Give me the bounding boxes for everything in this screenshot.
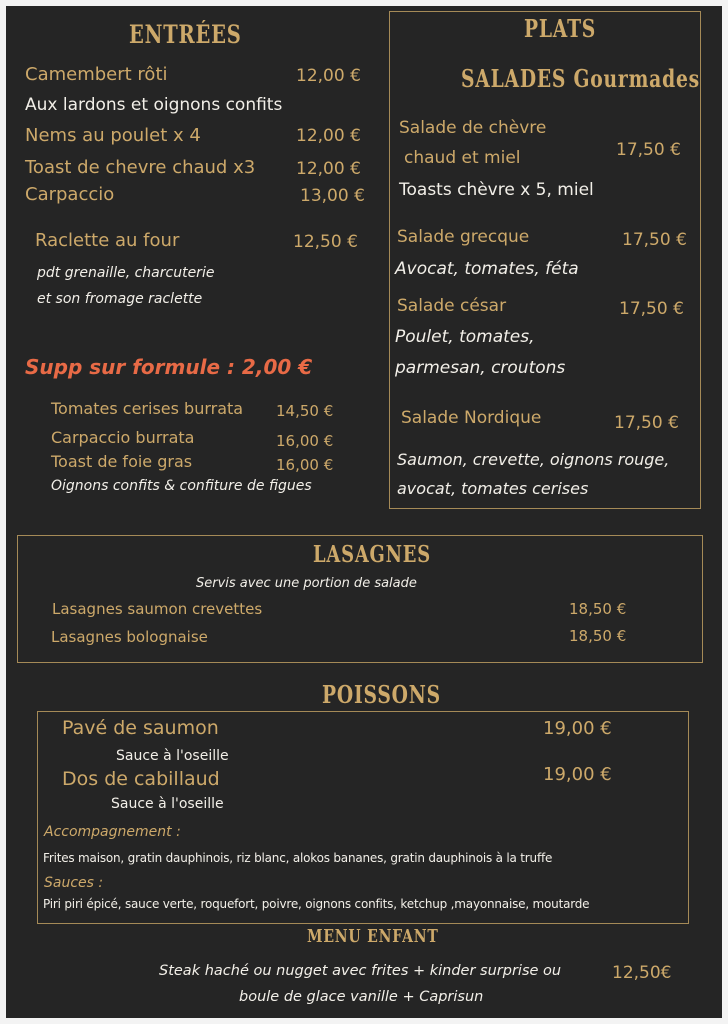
raclette-price: 12,50 € [293,232,358,252]
saumon-sauce: Sauce à l'oseille [116,748,229,764]
foie-gras-desc: Oignons confits & confiture de figues [51,478,312,494]
chevre-price: 17,50 € [616,140,681,160]
saumon-name: Pavé de saumon [62,717,219,739]
menu-enfant-title: MENU ENFANT [307,926,439,947]
nordique-desc-2: avocat, tomates cerises [397,479,589,498]
raclette-desc-2: et son fromage raclette [37,291,203,307]
lasagnes-saumon-price: 18,50 € [569,600,627,618]
foie-gras-price: 16,00 € [276,456,334,474]
nordique-price: 17,50 € [614,413,679,433]
sauces-list: Piri piri épicé, sauce verte, roquefort, poivre, oignons confits, ketchup ,mayonnaise, moutarde [43,897,590,911]
nems-name: Nems au poulet x 4 [25,125,201,146]
poissons-title: POISSONS [322,680,441,709]
burrata-carpaccio-price: 16,00 € [276,432,334,450]
supp-formule: Supp sur formule : 2,00 € [25,355,313,379]
cesar-desc-2: parmesan, croutons [395,358,566,378]
burrata-tomates-name: Tomates cerises burrata [51,399,244,418]
sauces-label: Sauces : [44,875,104,891]
plats-title: PLATS [524,14,597,43]
lasagnes-bolognaise-name: Lasagnes bolognaise [51,628,208,646]
cesar-name: Salade césar [397,296,507,316]
accompagnement-list: Frites maison, gratin dauphinois, riz blanc, alokos bananes, gratin dauphinois à la truffe [43,851,553,865]
lasagnes-bolognaise-price: 18,50 € [569,627,627,645]
menu-enfant-price: 12,50€ [612,963,672,983]
foie-gras-name: Toast de foie gras [51,452,193,471]
lasagnes-note: Servis avec une portion de salade [196,576,417,591]
entrees-title: ENTRÉES [129,20,242,49]
nordique-desc-1: Saumon, crevette, oignons rouge, [397,450,670,469]
chevre-desc: Toasts chèvre x 5, miel [399,180,594,200]
cabillaud-sauce: Sauce à l'oseille [111,796,224,812]
camembert-price: 12,00 € [296,66,361,86]
cabillaud-name: Dos de cabillaud [62,768,220,790]
accompagnement-label: Accompagnement : [44,824,181,840]
carpaccio-name: Carpaccio [25,184,115,205]
toast-name: Toast de chevre chaud x3 [25,157,256,178]
chevre-name-2: chaud et miel [404,148,521,168]
saumon-price: 19,00 € [543,718,612,739]
camembert-name: Camembert rôti [25,64,168,85]
raclette-name: Raclette au four [35,230,180,251]
menu-enfant-line-2: boule de glace vanille + Caprisun [239,989,484,1005]
salades-title: SALADES Gourmades [461,64,700,93]
camembert-desc: Aux lardons et oignons confits [25,95,283,115]
cabillaud-price: 19,00 € [543,764,612,785]
grecque-name: Salade grecque [397,227,530,247]
lasagnes-title: LASAGNES [313,541,431,568]
menu-enfant-line-1: Steak haché ou nugget avec frites + kinder surprise ou [159,963,562,979]
raclette-desc-1: pdt grenaille, charcuterie [37,265,215,281]
carpaccio-price: 13,00 € [300,186,365,206]
cesar-price: 17,50 € [619,299,684,319]
grecque-price: 17,50 € [622,230,687,250]
lasagnes-saumon-name: Lasagnes saumon crevettes [52,600,263,618]
grecque-desc: Avocat, tomates, féta [395,259,579,279]
nordique-name: Salade Nordique [401,408,542,428]
cesar-desc-1: Poulet, tomates, [395,327,535,347]
toast-price: 12,00 € [296,159,361,179]
menu-page [6,6,722,1018]
burrata-tomates-price: 14,50 € [276,402,334,420]
burrata-carpaccio-name: Carpaccio burrata [51,428,195,447]
poissons-box [37,711,689,924]
chevre-name-1: Salade de chèvre [399,118,547,138]
nems-price: 12,00 € [296,126,361,146]
